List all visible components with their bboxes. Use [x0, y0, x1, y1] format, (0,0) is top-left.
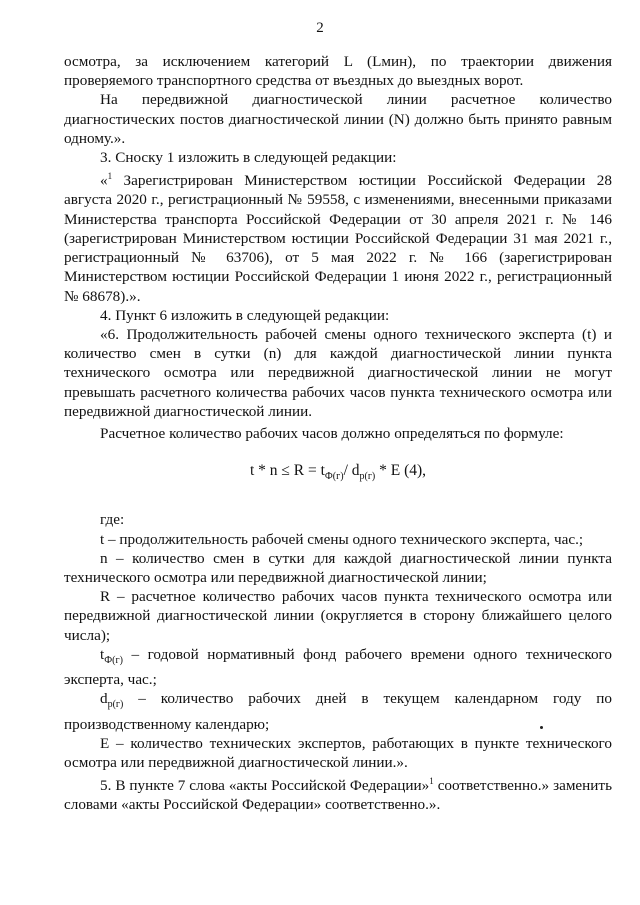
definition-r: R – расчетное количество рабочих часов пункта технического осмотра или передвижной диагностической линии (округляется в сторону ближайшего целого числа); — [64, 588, 612, 644]
footnote-body: Зарегистрирован Министерством юстиции Российской Федерации 28 августа 2020 г., регистрационный № 59558, с изменениями, внесенными приказами Министерства транспорта Российской Федерации от 30 апреля 2021 г. № 146 (зарегистрирован Министерством юстиции Российской Федерации 31 мая 2021 г., регистрационный № 63706), от 5 мая 2022 г. № 166 (зарегистрирован Министерством юстиции Российской Федерации 1 июня 2022 г., регистрационный № 68678).». — [64, 172, 612, 305]
formula-lhs: t * n ≤ R = t — [249, 462, 325, 480]
definition-n: n – количество смен в сутки для каждой диагностической линии пункта технического осмотра или передвижной диагностической линии; — [64, 549, 612, 587]
paragraph-continuation: осмотра, за исключением категорий L (Lмин), по траектории движения проверяемого транспортного средства от въездных до выездных ворот. — [64, 53, 612, 90]
where-label: где: — [100, 511, 125, 529]
definition-dp — [64, 689, 612, 733]
definition-t: t – продолжительность рабочей смены одного технического эксперта, час.; — [100, 530, 584, 548]
paragraph-footnote-text — [64, 167, 612, 305]
paragraph-item-4: 4. Пункт 6 изложить в следующей редакции: — [100, 306, 390, 324]
definition-tf-sub: Ф(г) — [104, 654, 123, 666]
item-5-footnote-marker: 1 — [429, 776, 434, 787]
open-quote: « — [100, 172, 108, 190]
formula — [64, 461, 612, 486]
item-5-text-a: 5. В пункте 7 слова «акты Российской Федерации» — [100, 777, 430, 795]
formula-rhs: * E (4), — [375, 462, 427, 480]
paragraph-point-6: «6. Продолжительность рабочей смены одного технического эксперта (t) и количество смен в сутки (n) для каждой диагностической линии пункта технического осмотра или передвижной диагностической линии не могут превышать расчетного количества рабочих часов пункта технического осмотра или передвижной диагностической линии. — [64, 325, 612, 420]
paragraph-mobile-line: На передвижной диагностической линии расчетное количество диагностических постов диагностической линии (N) должно быть принято равным одному.». — [64, 91, 612, 147]
paragraph-item-5 — [64, 772, 612, 814]
paragraph-formula-intro: Расчетное количество рабочих часов должно определяться по формуле: — [100, 424, 564, 442]
document-body — [64, 52, 612, 815]
definition-dp-var: d — [100, 690, 108, 708]
definition-e: E – количество технических экспертов, работающих в пункте технического осмотра или передвижной диагностической линии.». — [64, 734, 612, 771]
formula-sub-dp: р(г) — [359, 471, 376, 483]
paragraph-item-3: 3. Сноску 1 изложить в следующей редакции: — [100, 149, 397, 167]
definition-tf-text: – годовой нормативный фонд рабочего времени одного технического эксперта, час.; — [64, 645, 612, 689]
formula-sub-tf: Ф(г) — [324, 471, 344, 483]
footnote-marker: 1 — [107, 171, 113, 182]
scan-speck — [540, 726, 543, 729]
definition-dp-sub: р(г) — [107, 699, 124, 711]
item-5-text-b: соответственно.» заменить словами «акты Российской Федерации» соответственно.». — [64, 777, 612, 814]
page-number: 2 — [316, 20, 324, 36]
definition-tf-var: t — [100, 645, 105, 663]
definition-tf — [64, 645, 612, 689]
definition-dp-text: – количество рабочих дней в текущем календарном году по производственному календарю; — [64, 690, 612, 733]
formula-mid: / d — [343, 462, 360, 480]
